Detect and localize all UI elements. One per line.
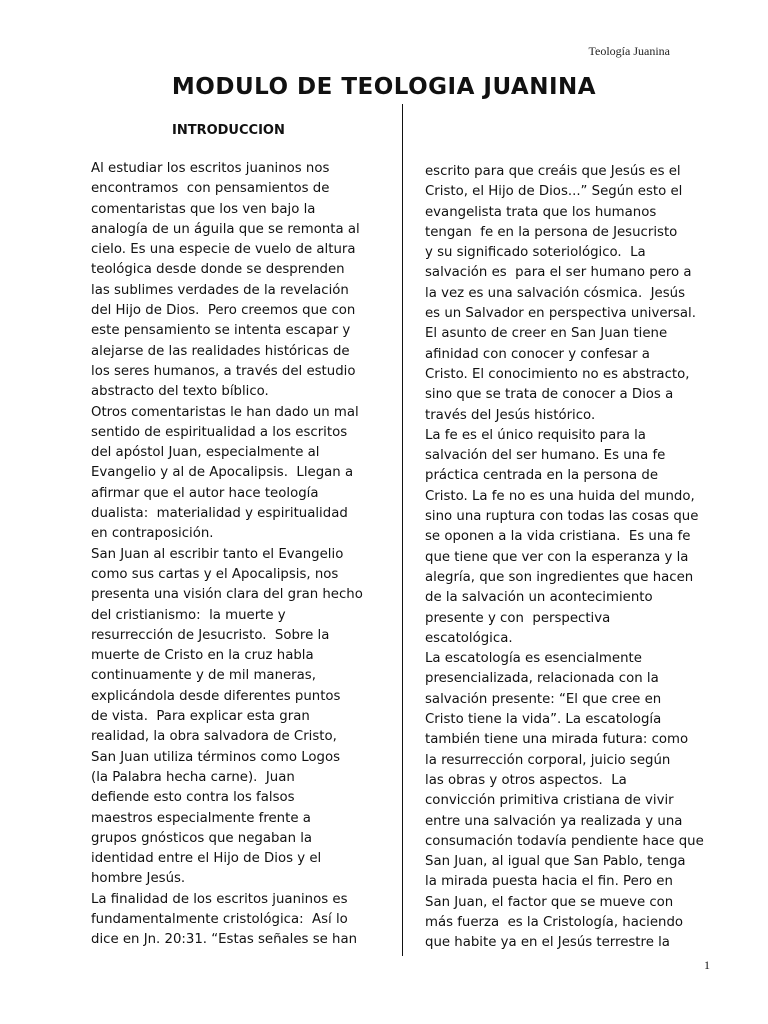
text-line: La fe es el único requisito para la <box>425 427 646 443</box>
text-line: de la salvación un acontecimiento <box>425 590 653 606</box>
text-line: de vista. Para explicar esta gran <box>91 709 310 725</box>
text-line: muerte de Cristo en la cruz habla <box>91 648 314 664</box>
text-line: también tiene una mirada futura: como <box>425 732 689 748</box>
section-heading: INTRODUCCION <box>172 123 285 138</box>
text-line: sentido de espiritualidad a los escritos <box>91 424 348 440</box>
text-line: la vez es una salvación cósmica. Jesús <box>425 285 686 301</box>
text-line: que habite ya en el Jesús terrestre la <box>425 935 670 951</box>
text-line: salvación presente: “El que cree en <box>425 691 662 707</box>
text-line: dice en Jn. 20:31. “Estas señales se han <box>91 932 358 948</box>
text-line: Cristo. La fe no es una huida del mundo, <box>425 488 695 504</box>
text-line: abstracto del texto bíblico. <box>91 384 269 400</box>
text-line: través del Jesús histórico. <box>425 407 596 423</box>
text-line: La escatología es esencialmente <box>425 651 642 667</box>
text-line: Cristo, el Hijo de Dios...” Según esto el <box>425 184 683 200</box>
text-line: Al estudiar los escritos juaninos nos <box>91 161 330 176</box>
text-line: y su significado soteriológico. La <box>425 245 646 261</box>
running-header: Teología Juanina <box>588 44 670 58</box>
text-line: maestros especialmente frente a <box>91 810 311 826</box>
text-line: salvación del ser humano. Es una fe <box>425 448 666 464</box>
text-line: como sus cartas y el Apocalipsis, nos <box>91 566 339 582</box>
text-line: comentaristas que los ven bajo la <box>91 201 316 217</box>
text-line: en contraposición. <box>91 526 214 542</box>
text-line: explicándola desde diferentes puntos <box>91 688 341 704</box>
text-line: entre una salvación ya realizada y una <box>425 813 683 829</box>
text-line: San Juan, al igual que San Pablo, tenga <box>425 854 686 870</box>
text-line: afirmar que el autor hace teología <box>91 485 319 501</box>
left-text-column <box>91 159 384 951</box>
text-line: del apóstol Juan, especialmente al <box>91 445 320 461</box>
text-line: afinidad con conocer y confesar a <box>425 346 650 362</box>
text-line: sino una ruptura con todas las cosas que <box>425 509 699 525</box>
text-line: continuamente y de mil maneras, <box>91 668 316 684</box>
text-line: tengan fe en la persona de Jesucristo <box>425 224 678 240</box>
text-line: grupos gnósticos que negaban la <box>91 830 313 846</box>
page-number: 1 <box>704 958 710 972</box>
document-title: MODULO DE TEOLOGIA JUANINA <box>171 74 597 100</box>
right-text-column <box>425 162 715 954</box>
text-line: analogía de un águila que se remonta al <box>91 221 360 237</box>
text-line: los seres humanos, a través del estudio <box>91 363 356 379</box>
text-line: encontramos con pensamientos de <box>91 181 330 197</box>
text-line: teológica desde donde se desprenden <box>91 262 345 278</box>
text-line: resurrección de Jesucristo. Sobre la <box>91 627 330 643</box>
text-line: dualista: materialidad y espiritualidad <box>91 506 348 522</box>
text-line: defiende esto contra los falsos <box>91 790 295 806</box>
text-line: que tiene que ver con la esperanza y la <box>425 549 689 565</box>
text-line: salvación es para el ser humano pero a <box>425 265 692 281</box>
text-line: presenta una visión clara del gran hecho <box>91 587 363 603</box>
text-line: alegría, que son ingredientes que hacen <box>425 569 694 585</box>
text-line: práctica centrada en la persona de <box>425 468 659 484</box>
text-line: sino que se trata de conocer a Dios a <box>425 387 674 403</box>
text-line: hombre Jesús. <box>91 871 186 887</box>
text-line: San Juan, el factor que se mueve con <box>425 894 674 910</box>
text-line: del cristianismo: la muerte y <box>91 607 286 623</box>
text-line: las sublimes verdades de la revelación <box>91 282 349 298</box>
text-line: convicción primitiva cristiana de vivir <box>425 793 674 809</box>
text-line: Cristo tiene la vida”. La escatología <box>425 712 662 728</box>
text-line: Cristo. El conocimiento no es abstracto, <box>425 366 690 382</box>
text-line: San Juan utiliza términos como Logos <box>91 749 341 765</box>
text-line: identidad entre el Hijo de Dios y el <box>91 851 322 867</box>
text-line: alejarse de las realidades históricas de <box>91 343 350 359</box>
column-divider <box>402 104 403 956</box>
text-line: presente y con perspectiva <box>425 610 611 626</box>
text-line: Otros comentaristas le han dado un mal <box>91 404 359 420</box>
text-line: San Juan al escribir tanto el Evangelio <box>91 546 344 562</box>
text-line: se oponen a la vida cristiana. Es una fe <box>425 529 691 545</box>
text-line: evangelista trata que los humanos <box>425 204 657 220</box>
text-line: La finalidad de los escritos juaninos es <box>91 891 348 907</box>
text-line: El asunto de creer en San Juan tiene <box>425 326 668 342</box>
text-line: fundamentalmente cristológica: Así lo <box>91 911 348 927</box>
text-line: realidad, la obra salvadora de Cristo, <box>91 729 337 745</box>
text-line: las obras y otros aspectos. La <box>425 772 627 788</box>
text-line: este pensamiento se intenta escapar y <box>91 323 351 339</box>
text-line: cielo. Es una especie de vuelo de altura <box>91 242 356 258</box>
text-line: Evangelio y al de Apocalipsis. Llegan a <box>91 465 354 481</box>
text-line: escrito para que creáis que Jesús es el <box>425 164 681 179</box>
text-line: (la Palabra hecha carne). Juan <box>91 769 295 785</box>
text-line: consumación todavía pendiente hace que <box>425 833 704 849</box>
text-line: la mirada puesta hacia el fin. Pero en <box>425 874 673 890</box>
text-line: es un Salvador en perspectiva universal. <box>425 306 696 322</box>
text-line: presencializada, relacionada con la <box>425 671 659 687</box>
text-line: más fuerza es la Cristología, haciendo <box>425 914 684 930</box>
text-line: del Hijo de Dios. Pero creemos que con <box>91 303 356 319</box>
text-line: la resurrección corporal, juicio según <box>425 752 671 768</box>
text-line: escatológica. <box>425 630 513 646</box>
